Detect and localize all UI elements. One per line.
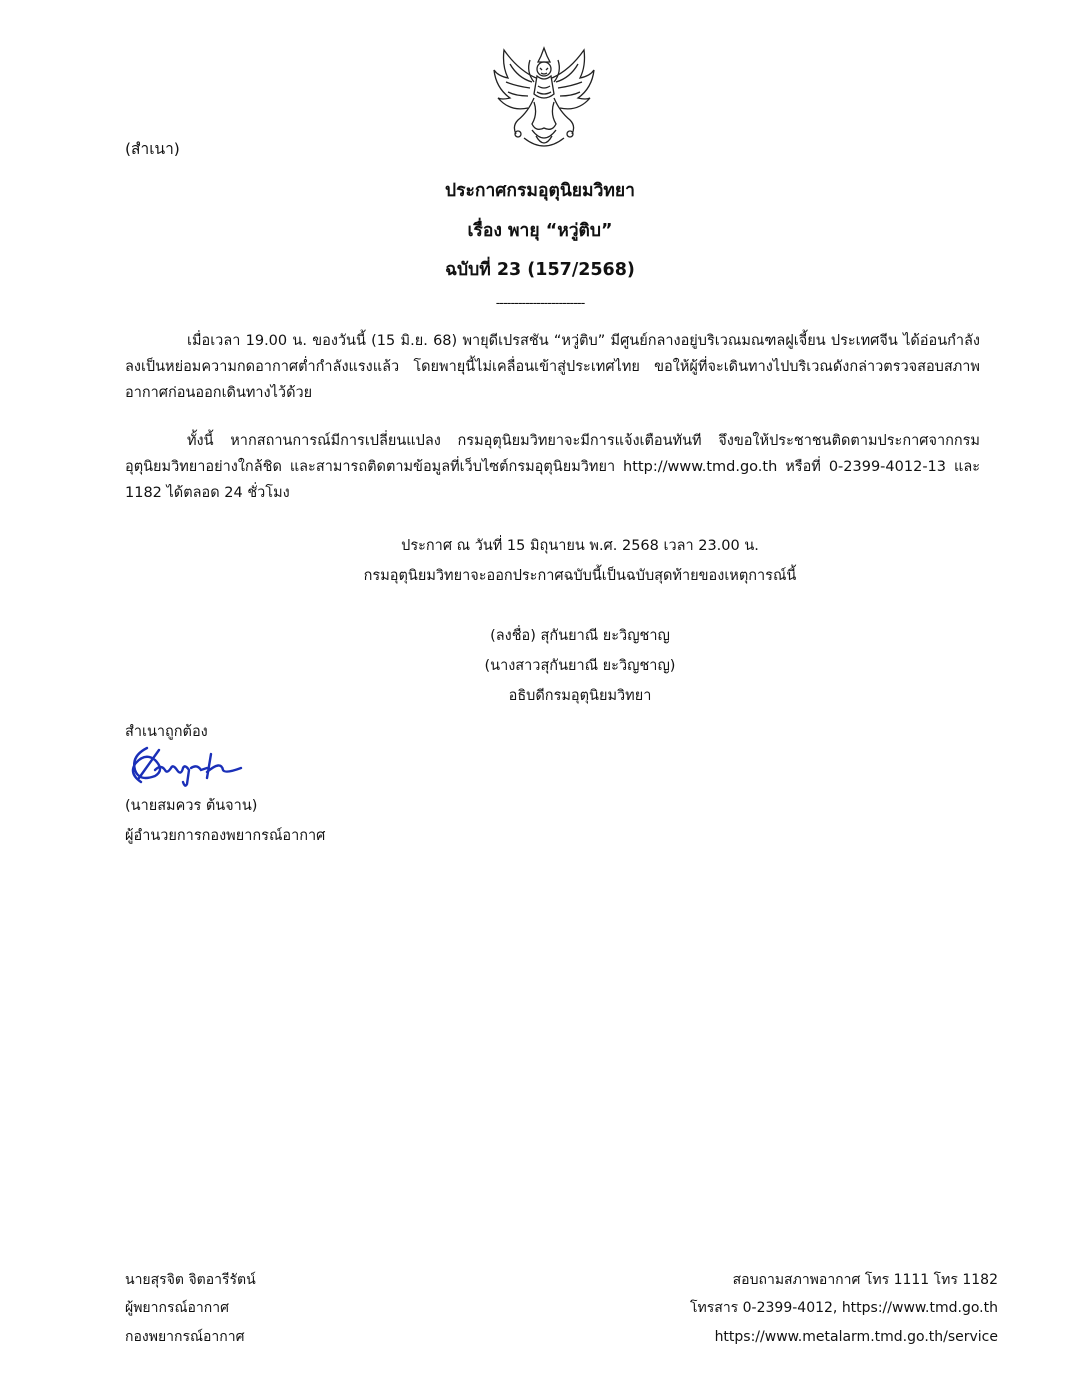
certifier-position: ผู้อำนวยการกองพยากรณ์อากาศ (125, 828, 326, 844)
title-divider: ------------------------ (495, 296, 585, 311)
final-note: กรมอุตุนิยมวิทยาจะออกประกาศฉบับนี้เป็นฉบับสุดท้ายของเหตุการณ์นี้ (363, 568, 797, 584)
paragraph-1-text: เมื่อเวลา 19.00 น. ของวันนี้ (15 มิ.ย. 68) พายุดีเปรสชัน “หวู่ติบ” มีศูนย์กลางอยู่บริเวณมณฑลฝูเจี้ยน ประเทศจีน ได้อ่อนกำลังลงเป็นหย่อมความกดอากาศต่ำกำลังแรงแล้ว โดยพายุนี้ไม่เคลื่อนเข้าสู่ประเทศไทย ขอให้ผู้ที่จะเดินทางไปบริเวณดังกล่าวตรวจสอบสภาพอากาศก่อนออกเดินทางไว้ด้วย (125, 333, 980, 401)
forecaster-name: นายสุรจิต จิตอารีรัตน์ (125, 1272, 256, 1288)
signatory-full-name: (นางสาวสุกันยาณี ยะวิญชาญ) (484, 658, 676, 674)
announce-date: ประกาศ ณ วันที่ 15 มิถุนายน พ.ศ. 2568 เวลา 23.00 น. (401, 538, 759, 554)
forecaster-role: ผู้พยากรณ์อากาศ (125, 1300, 229, 1316)
garuda-emblem-icon (488, 42, 600, 154)
contact-service-link[interactable]: https://www.metalarm.tmd.go.th/service (714, 1329, 998, 1345)
contact-phone: สอบถามสภาพอากาศ โทร 1111 โทร 1182 (732, 1272, 998, 1288)
announcement-issue: ฉบับที่ 23 (157/2568) (445, 260, 635, 280)
signatory-signed: (ลงชื่อ) สุกันยาณี ยะวิญชาญ (490, 628, 670, 644)
handwritten-signature-icon (125, 742, 245, 790)
announcement-subject: เรื่อง พายุ “หวู่ติบ” (467, 221, 613, 241)
paragraph-2-text: ทั้งนี้ หากสถานการณ์มีการเปลี่ยนแปลง กรมอุตุนิยมวิทยาจะมีการแจ้งเตือนทันที จึงขอให้ประชาชนติดตามประกาศจากกรมอุตุนิยมวิทยาอย่างใกล้ชิด และสามารถติดตามข้อมูลที่เว็บไซต์กรมอุตุนิยมวิทยา http://www.tmd.go.th หรือที่ 0-2399-4012-13 และ 1182 ได้ตลอด 24 ชั่วโมง (125, 433, 980, 501)
copy-tag: (สำเนา) (125, 140, 180, 158)
body-paragraph-2 (125, 428, 980, 506)
certified-copy-label: สำเนาถูกต้อง (125, 724, 208, 740)
contact-fax-website[interactable]: โทรสาร 0-2399-4012, https://www.tmd.go.th (690, 1300, 998, 1316)
certifier-name: (นายสมควร ต้นจาน) (125, 798, 258, 814)
signatory-position: อธิบดีกรมอุตุนิยมวิทยา (508, 688, 652, 704)
body-paragraph-1 (125, 328, 980, 406)
announcement-title: ประกาศกรมอุตุนิยมวิทยา (444, 181, 636, 201)
forecaster-division: กองพยากรณ์อากาศ (125, 1329, 245, 1345)
